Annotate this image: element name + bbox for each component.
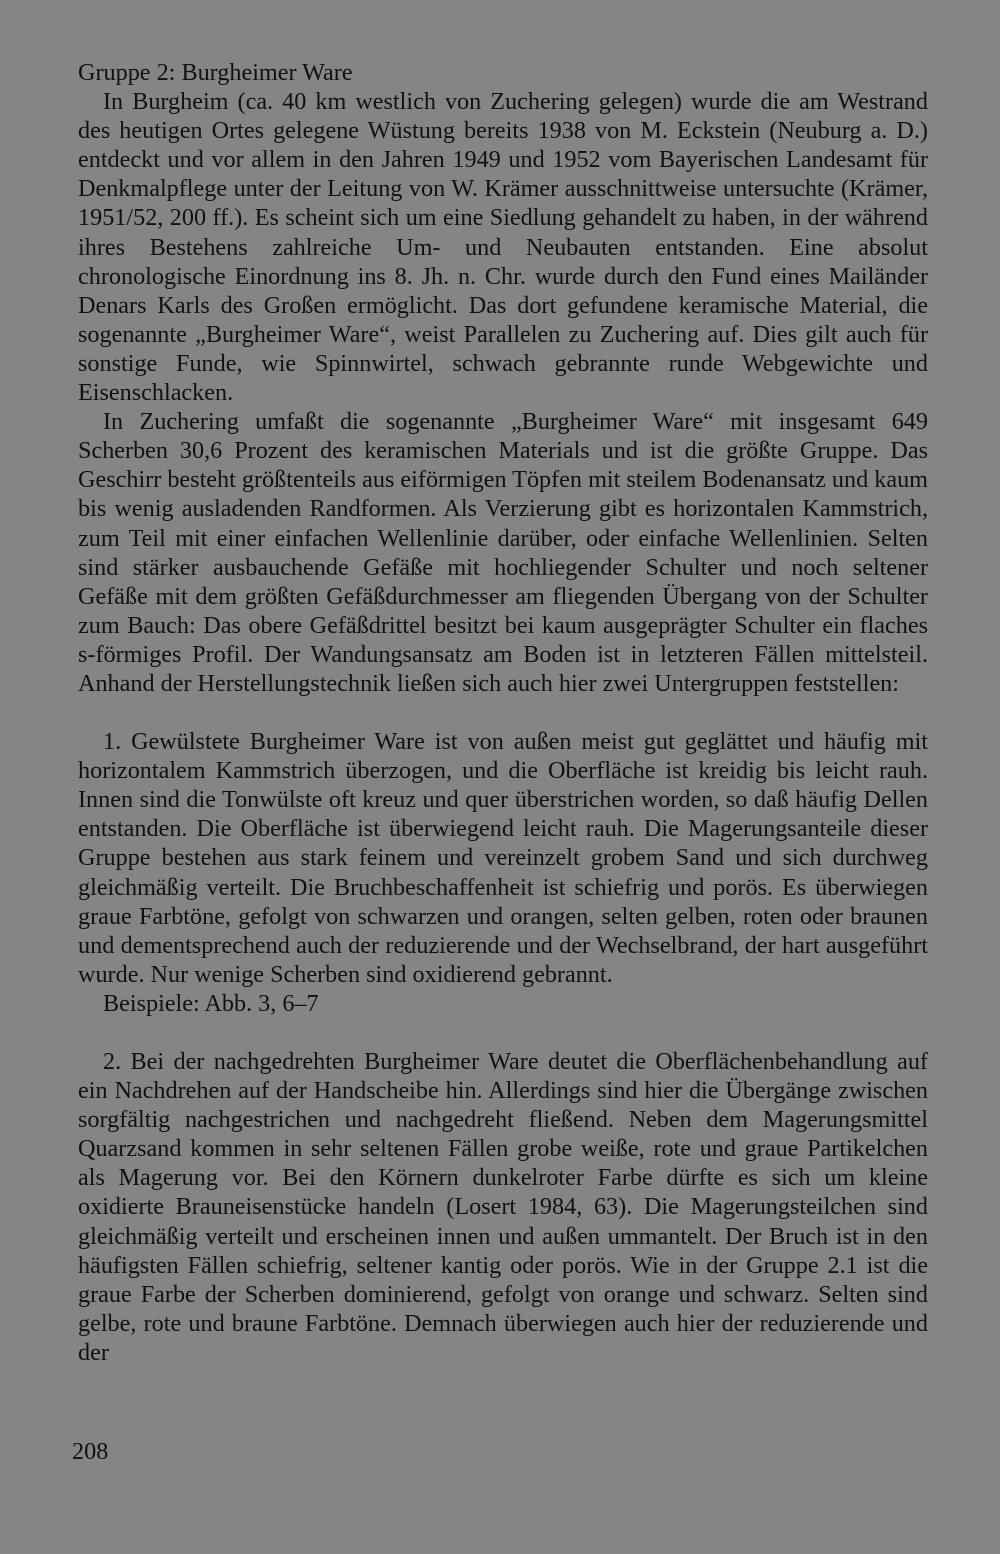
paragraph-burgheim-intro: In Burgheim (ca. 40 km westlich von Zuchering gelegen) wurde die am Westrand des heutigen Ortes gelegene Wüstung bereits 1938 von M. Eckstein (Neuburg a. D.) entdeckt und vor allem in den Jahren 1949 und 1952 vom Bayerischen Landesamt für Denkmalpflege unter der Leitung von W. Krämer ausschnittweise untersuchte (Krämer, 1951/52, 200 ff.). Es scheint sich um eine Siedlung gehandelt zu haben, in der während ihres Bestehens zahlreiche Um- und Neubauten entstanden. Eine absolut chronologische Einordnung ins 8. Jh. n. Chr. wurde durch den Fund eines Mailänder Denars Karls des Großen ermöglicht. Das dort gefundene keramische Material, die sogenannte „Burgheimer Ware“, weist Parallelen zu Zuchering auf. Dies gilt auch für sonstige Funde, wie Spinnwirtel, schwach gebrannte runde Webgewichte und Eisenschlacken. — [78, 88, 928, 407]
page-number: 208 — [72, 1438, 109, 1465]
subgroup-2-nachgedrehte: 2. Bei der nachgedrehten Burgheimer Ware deutet die Oberflächenbehandlung auf ein Nachdrehen auf der Handscheibe hin. Allerdings sind hier die Übergänge zwischen sorgfältig nachgestrichen und nachgedreht fließend. Neben dem Magerungsmittel Quarzsand kommen in sehr seltenen Fällen grobe weiße, rote und graue Partikelchen als Magerung vor. Bei den Körnern dunkelroter Farbe dürfte es sich um kleine oxidierte Brauneisenstücke handeln (Losert 1984, 63). Die Magerungsteilchen sind gleichmäßig verteilt und erscheinen innen und außen ummantelt. Der Bruch ist in den häufigsten Fällen schiefrig, seltener kantig oder porös. Wie in der Gruppe 2.1 ist die graue Farbe der Scherben dominierend, gefolgt von orange und schwarz. Selten sind gelbe, rote und braune Farbtöne. Demnach überwiegen auch hier der reduzierende und der — [78, 1048, 928, 1366]
subgroup-1-examples: Beispiele: Abb. 3, 6–7 — [103, 989, 319, 1017]
paragraph-spacer — [78, 698, 928, 727]
paragraph-zuchering-ware: In Zuchering umfaßt die sogenannte „Burgheimer Ware“ mit insgesamt 649 Scherben 30,6 Prozent des keramischen Materials und ist die größte Gruppe. Das Geschirr besteht größtenteils aus eiförmigen Töpfen mit steilem Bodenansatz und kaum bis wenig ausladenden Randformen. Als Verzierung gibt es horizontalen Kammstrich, zum Teil mit einer einfachen Wellenlinie darüber, oder einfache Wellenlinien. Selten sind stärker ausbauchende Gefäße mit hochliegender Schulter und noch seltener Gefäße mit dem größten Gefäßdurchmesser am fliegenden Übergang von der Schulter zum Bauch: Das obere Gefäßdrittel besitzt bei kaum ausgeprägter Schulter ein flaches s-förmiges Profil. Der Wandungsansatz am Boden ist in letzteren Fällen mittelsteil. Anhand der Herstellungstechnik ließen sich auch hier zwei Untergruppen feststellen: — [78, 408, 928, 697]
paragraph-spacer — [78, 1018, 928, 1047]
page-body — [78, 58, 928, 1367]
section-heading: Gruppe 2: Burgheimer Ware — [78, 59, 353, 86]
subgroup-1-gewuelstete: 1. Gewülstete Burgheimer Ware ist von außen meist gut geglättet und häufig mit horizontalem Kammstrich überzogen, und die Oberfläche ist kreidig bis leicht rauh. Innen sind die Tonwülste oft kreuz und quer überstrichen worden, so daß häufig Dellen entstanden. Die Oberfläche ist überwiegend leicht rauh. Die Magerungsanteile dieser Gruppe bestehen aus stark feinem und vereinzelt grobem Sand und sich durchweg gleichmäßig verteilt. Die Bruchbeschaffenheit ist schiefrig und porös. Es überwiegen graue Farbtöne, gefolgt von schwarzen und orangen, selten gelben, roten oder braunen und dementsprechend auch der reduzierende und der Wechselbrand, der hart ausgeführt wurde. Nur wenige Scherben sind oxidierend gebrannt. — [78, 728, 928, 988]
